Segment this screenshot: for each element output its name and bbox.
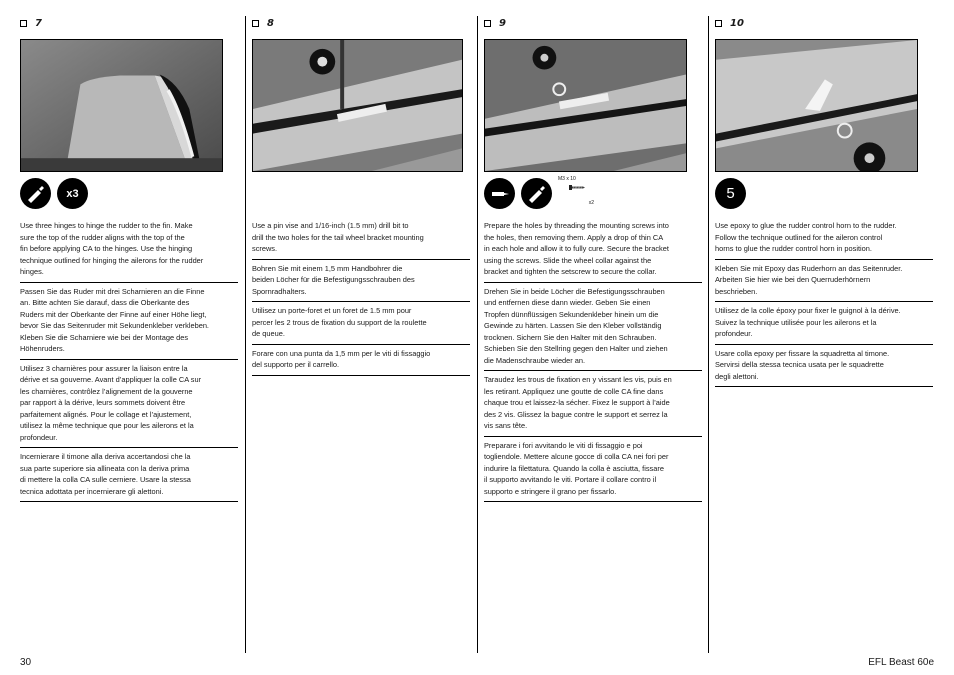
step-number: 10 [730,17,744,29]
step-10-icons [715,178,933,216]
step-checkbox[interactable] [252,20,259,27]
column-divider [245,16,246,653]
step-number: 9 [499,17,506,29]
instruction-en: Use a pin vise and 1/16-inch (1.5 mm) drill bit to drill the two holes for the tail wheel bracket mounting screws. [252,217,470,260]
ca-glue-icon [20,178,51,209]
step-10-header [715,16,933,30]
hinge-quantity-label: x3 [66,187,79,200]
document-title: EFL Beast 60e [868,657,934,668]
step-8-column [252,16,470,376]
step-8-photo [252,39,463,172]
step-7-icons [20,178,238,216]
hinge-quantity-badge [57,178,88,209]
cure-time-label: 5 [726,185,735,202]
step-10-text [715,217,933,387]
step-8-header [252,16,470,30]
instruction-en: Use epoxy to glue the rudder control horn to the rudder. Follow the technique outlined for the aileron control horns to glue the rudder control horn in position. [715,217,933,260]
step-checkbox[interactable] [20,20,27,27]
instruction-it: Preparare i fori avvitando le viti di fissaggio e poi togliendole. Mettere alcune gocce di colla CA nei fori per indurire la filettatura. Quando la colla è asciutta, fissare il supporto avvitando le viti. Portare il collare contro il supporto e stringere il grano per fissarlo. [484,437,702,503]
instruction-en: Prepare the holes by threading the mounting screws into the holes, then removing them. Apply a drop of thin CA in each hole and allow it to fully cure. Secure the bracket using the screws. Slide the wheel collar against the bracket and tighten the setscrew to secure the collar. [484,217,702,283]
step-checkbox[interactable] [484,20,491,27]
instruction-fr: Taraudez les trous de fixation en y vissant les vis, puis en les retirant. Appliquez une goutte de colle CA fine dans chaque trou et laissez-la sécher. Fixez le support à l’aide des 2 vis. Glissez la bague contre le support et serrez la vis sans tête. [484,371,702,437]
instruction-de: Drehen Sie in beide Löcher die Befestigungsschrauben und entfernen diese dann wieder. Geben Sie einen Tropfen dünnflüssigen Sekundenkleber hinein um die Gewinde zu härten. Lassen Sie den Kleber vollständig trocknen. Sichern Sie den Halter mit den Schrauben. Schieben Sie den Stellring gegen den Halter und ziehen die Madenschraube wieder an. [484,283,702,372]
step-8-text [252,217,470,376]
step-checkbox[interactable] [715,20,722,27]
step-9-photo [484,39,687,172]
screw-hardware [558,178,598,206]
page-number: 30 [20,657,32,668]
step-7-header [20,16,238,30]
step-9-text [484,217,702,502]
screw-size-label: M3 x 10 [558,176,576,182]
column-divider [708,16,709,653]
step-9-header [484,16,702,30]
instruction-it: Incernierare il timone alla deriva accertandosi che la sua parte superiore sia allineata con la deriva prima di mettere la colla CA sulle cerniere. Usare la stessa tecnica adottata per incernierare gli alettoni. [20,448,238,502]
step-7-photo [20,39,223,172]
instruction-de: Bohren Sie mit einem 1,5 mm Handbohrer die beiden Löcher für die Befestigungsschrauben des Spornradhalters. [252,260,470,303]
instruction-fr: Utilisez de la colle époxy pour fixer le guignol à la dérive. Suivez la technique utilisée pour les ailerons et la profondeur. [715,302,933,345]
instruction-en: Use three hinges to hinge the rudder to the fin. Make sure the top of the rudder aligns with the top of the fin before applying CA to the hinges. Use the hinging technique outlined for hinging the ailerons for the rudder hinges. [20,217,238,283]
column-divider [477,16,478,653]
instruction-fr: Utilisez un porte-foret et un foret de 1.5 mm pour percer les 2 trous de fixation du support de la roulette de queue. [252,302,470,345]
cure-time-badge [715,178,746,209]
instruction-de: Kleben Sie mit Epoxy das Ruderhorn an das Seitenruder. Arbeiten Sie hier wie bei den Querruderhörnern beschrieben. [715,260,933,303]
step-9-icons [484,178,702,216]
ca-glue-icon [521,178,552,209]
instruction-it: Usare colla epoxy per fissare la squadretta al timone. Servirsi della stessa tecnica usata per le squadrette degli alettoni. [715,345,933,388]
instruction-fr: Utilisez 3 charnières pour assurer la liaison entre la dérive et sa gouverne. Avant d’appliquer la colle CA sur les charnières, contrôlez l’alignement de la gouverne par rapport à la dérive, leurs sommets doivent être parfaitement alignés. Pour le collage et l’ajustement, utilisez la même technique que pour les ailerons et la profondeur. [20,360,238,449]
screw-icon [558,184,598,198]
step-10-photo [715,39,918,172]
step-7-text [20,217,238,502]
step-9-column [484,16,702,502]
step-8-icons [252,178,470,216]
instruction-it: Forare con una punta da 1,5 mm per le viti di fissaggio del supporto per il carrello. [252,345,470,376]
step-7-column [20,16,238,502]
step-number: 8 [267,17,274,29]
step-number: 7 [35,17,42,29]
step-10-column [715,16,933,387]
instruction-de: Passen Sie das Ruder mit drei Scharnieren an die Finne an. Bitte achten Sie darauf, dass die Oberkante des Ruders mit der Oberkante der Finne auf einer Höhe liegt, bevor Sie das Seitenruder mit Sekundenkleber verkleben. Kleben Sie die Scharniere wie bei der Montage des Höhenruders. [20,283,238,360]
screwdriver-icon [484,178,515,209]
screw-quantity: x2 [588,200,594,206]
